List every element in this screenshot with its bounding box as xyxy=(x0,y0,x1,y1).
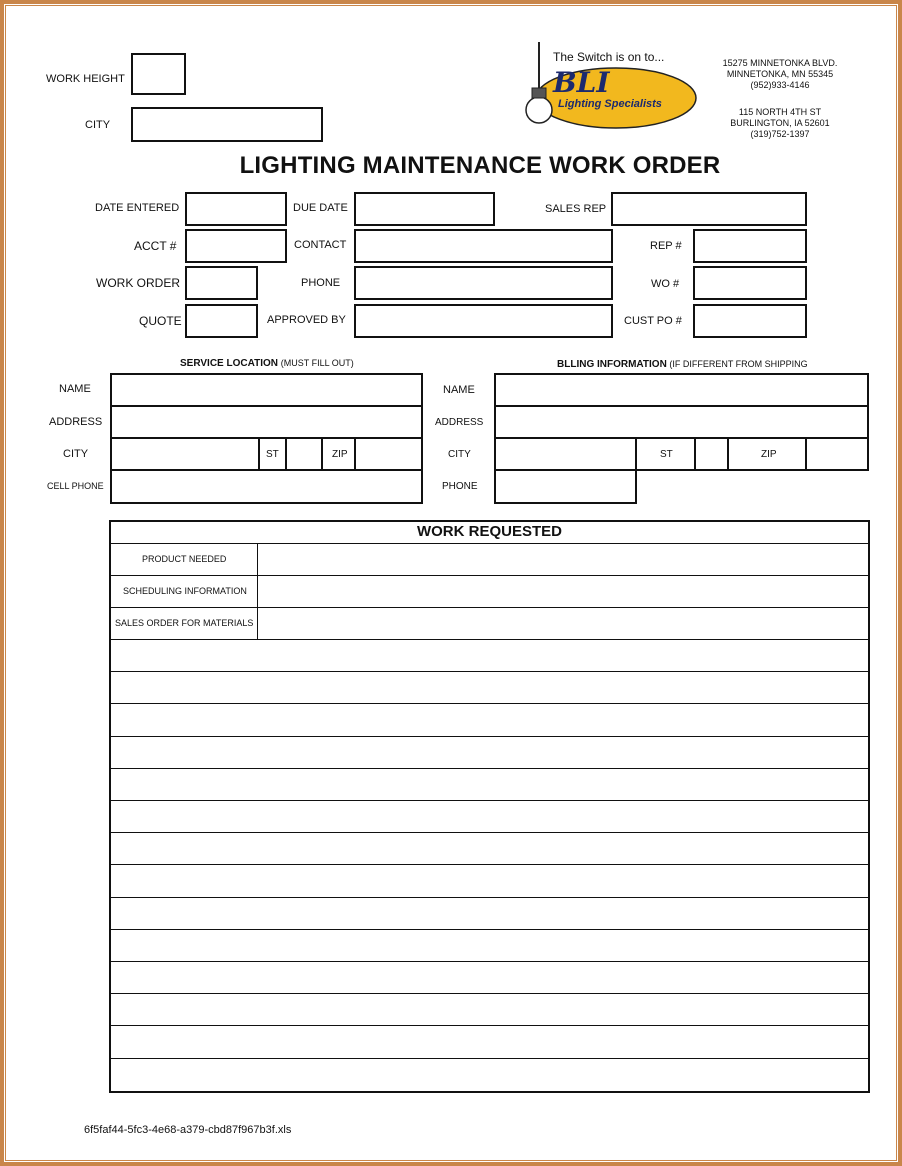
address2-line3: (319)752-1397 xyxy=(750,129,810,139)
scheduling-information-label: SCHEDULING INFORMATION xyxy=(123,586,247,596)
sales-order-label: SALES ORDER FOR MATERIALS xyxy=(115,618,254,628)
acct-field[interactable] xyxy=(185,229,287,263)
service-st-label-cell xyxy=(258,437,287,471)
work-line[interactable] xyxy=(110,929,869,930)
acct-label: ACCT # xyxy=(134,239,177,253)
page-title: LIGHTING MAINTENANCE WORK ORDER xyxy=(239,152,721,179)
address1-line2: MINNETONKA, MN 55345 xyxy=(726,69,834,79)
sales-order-field[interactable] xyxy=(258,608,869,639)
work-line[interactable] xyxy=(110,897,869,898)
billing-name-label: NAME xyxy=(443,384,475,396)
billing-st-label: ST xyxy=(660,449,673,460)
billing-heading-note: (IF DIFFERENT FROM SHIPPING xyxy=(669,359,808,369)
billing-st-label-cell xyxy=(635,437,696,471)
cust-po-label: CUST PO # xyxy=(624,315,682,327)
work-line[interactable] xyxy=(110,703,869,704)
billing-st-field[interactable] xyxy=(694,437,729,471)
logo-tagline: The Switch is on to... xyxy=(553,50,665,64)
billing-zip-label-cell xyxy=(727,437,807,471)
rep-field[interactable] xyxy=(693,229,807,263)
address1-line3: (952)933-4146 xyxy=(750,80,810,90)
work-line[interactable] xyxy=(110,993,869,994)
work-line[interactable] xyxy=(110,800,869,801)
header-city-field[interactable] xyxy=(131,107,323,142)
billing-zip-field[interactable] xyxy=(805,437,869,471)
date-entered-field[interactable] xyxy=(185,192,287,226)
service-zip-label-cell xyxy=(321,437,356,471)
address1-line1: 15275 MINNETONKA BLVD. xyxy=(722,58,838,68)
work-order-label: WORK ORDER xyxy=(96,276,180,290)
service-zip-label: ZIP xyxy=(332,449,348,460)
work-height-label: WORK HEIGHT xyxy=(46,73,125,85)
logo-brand: BLI xyxy=(553,66,610,99)
service-st-field[interactable] xyxy=(285,437,323,471)
address-minnetonka xyxy=(700,58,860,91)
contact-field[interactable] xyxy=(354,229,613,263)
work-height-field[interactable] xyxy=(131,53,186,95)
service-st-label: ST xyxy=(266,449,279,460)
header-city-label: CITY xyxy=(85,119,111,131)
cust-po-field[interactable] xyxy=(693,304,807,338)
billing-address-field[interactable] xyxy=(494,405,869,439)
work-line[interactable] xyxy=(110,768,869,769)
billing-name-field[interactable] xyxy=(494,373,869,407)
work-requested-heading: WORK REQUESTED xyxy=(416,523,562,540)
wo-field[interactable] xyxy=(693,266,807,300)
scheduling-information-field[interactable] xyxy=(258,576,869,607)
sales-rep-field[interactable] xyxy=(611,192,807,226)
billing-heading xyxy=(557,359,808,370)
work-line[interactable] xyxy=(110,1058,869,1059)
service-city-label: CITY xyxy=(63,448,89,460)
billing-zip-label: ZIP xyxy=(761,449,777,460)
address-burlington xyxy=(700,107,860,140)
work-line[interactable] xyxy=(110,961,869,962)
service-address-field[interactable] xyxy=(110,405,423,439)
product-needed-field[interactable] xyxy=(258,544,869,575)
work-line[interactable] xyxy=(110,832,869,833)
billing-city-field[interactable] xyxy=(494,437,637,471)
service-location-heading xyxy=(180,357,354,370)
phone-label: PHONE xyxy=(301,277,341,289)
due-date-field[interactable] xyxy=(354,192,495,226)
date-entered-label: DATE ENTERED xyxy=(95,202,180,214)
billing-heading-text: BLLING INFORMATION xyxy=(557,359,667,370)
service-address-label: ADDRESS xyxy=(49,416,103,428)
wo-label: WO # xyxy=(651,278,680,290)
rep-label: REP # xyxy=(650,240,682,252)
address2-line1: 115 NORTH 4TH ST xyxy=(738,107,822,117)
service-cell-phone-field[interactable] xyxy=(110,469,423,504)
work-line[interactable] xyxy=(110,864,869,865)
approved-by-label: APPROVED BY xyxy=(267,314,346,326)
service-city-field[interactable] xyxy=(110,437,260,471)
file-name-footer: 6f5faf44-5fc3-4e68-a379-cbd87f967b3f.xls xyxy=(84,1124,292,1136)
billing-phone-label: PHONE xyxy=(442,481,478,492)
table-divider xyxy=(110,639,869,640)
service-name-label: NAME xyxy=(59,383,91,395)
service-cell-phone-label: CELL PHONE xyxy=(47,481,104,491)
approved-by-field[interactable] xyxy=(354,304,613,338)
phone-field[interactable] xyxy=(354,266,613,300)
work-line[interactable] xyxy=(110,671,869,672)
service-heading-text: SERVICE LOCATION xyxy=(180,358,278,369)
sales-rep-label: SALES REP xyxy=(545,203,607,215)
product-needed-label: PRODUCT NEEDED xyxy=(142,554,227,564)
service-name-field[interactable] xyxy=(110,373,423,407)
service-heading-note: (MUST FILL OUT) xyxy=(280,358,354,368)
quote-field[interactable] xyxy=(185,304,258,338)
address2-line2: BURLINGTON, IA 52601 xyxy=(730,118,830,128)
logo-subtitle: Lighting Specialists xyxy=(558,98,662,110)
billing-address-label: ADDRESS xyxy=(435,417,484,428)
billing-phone-field[interactable] xyxy=(494,469,637,504)
quote-label: QUOTE xyxy=(139,314,182,328)
work-line[interactable] xyxy=(110,736,869,737)
due-date-label: DUE DATE xyxy=(293,202,348,214)
billing-city-label: CITY xyxy=(448,449,471,460)
service-zip-field[interactable] xyxy=(354,437,423,471)
work-line[interactable] xyxy=(110,1025,869,1026)
work-order-field[interactable] xyxy=(185,266,258,300)
contact-label: CONTACT xyxy=(294,239,347,251)
